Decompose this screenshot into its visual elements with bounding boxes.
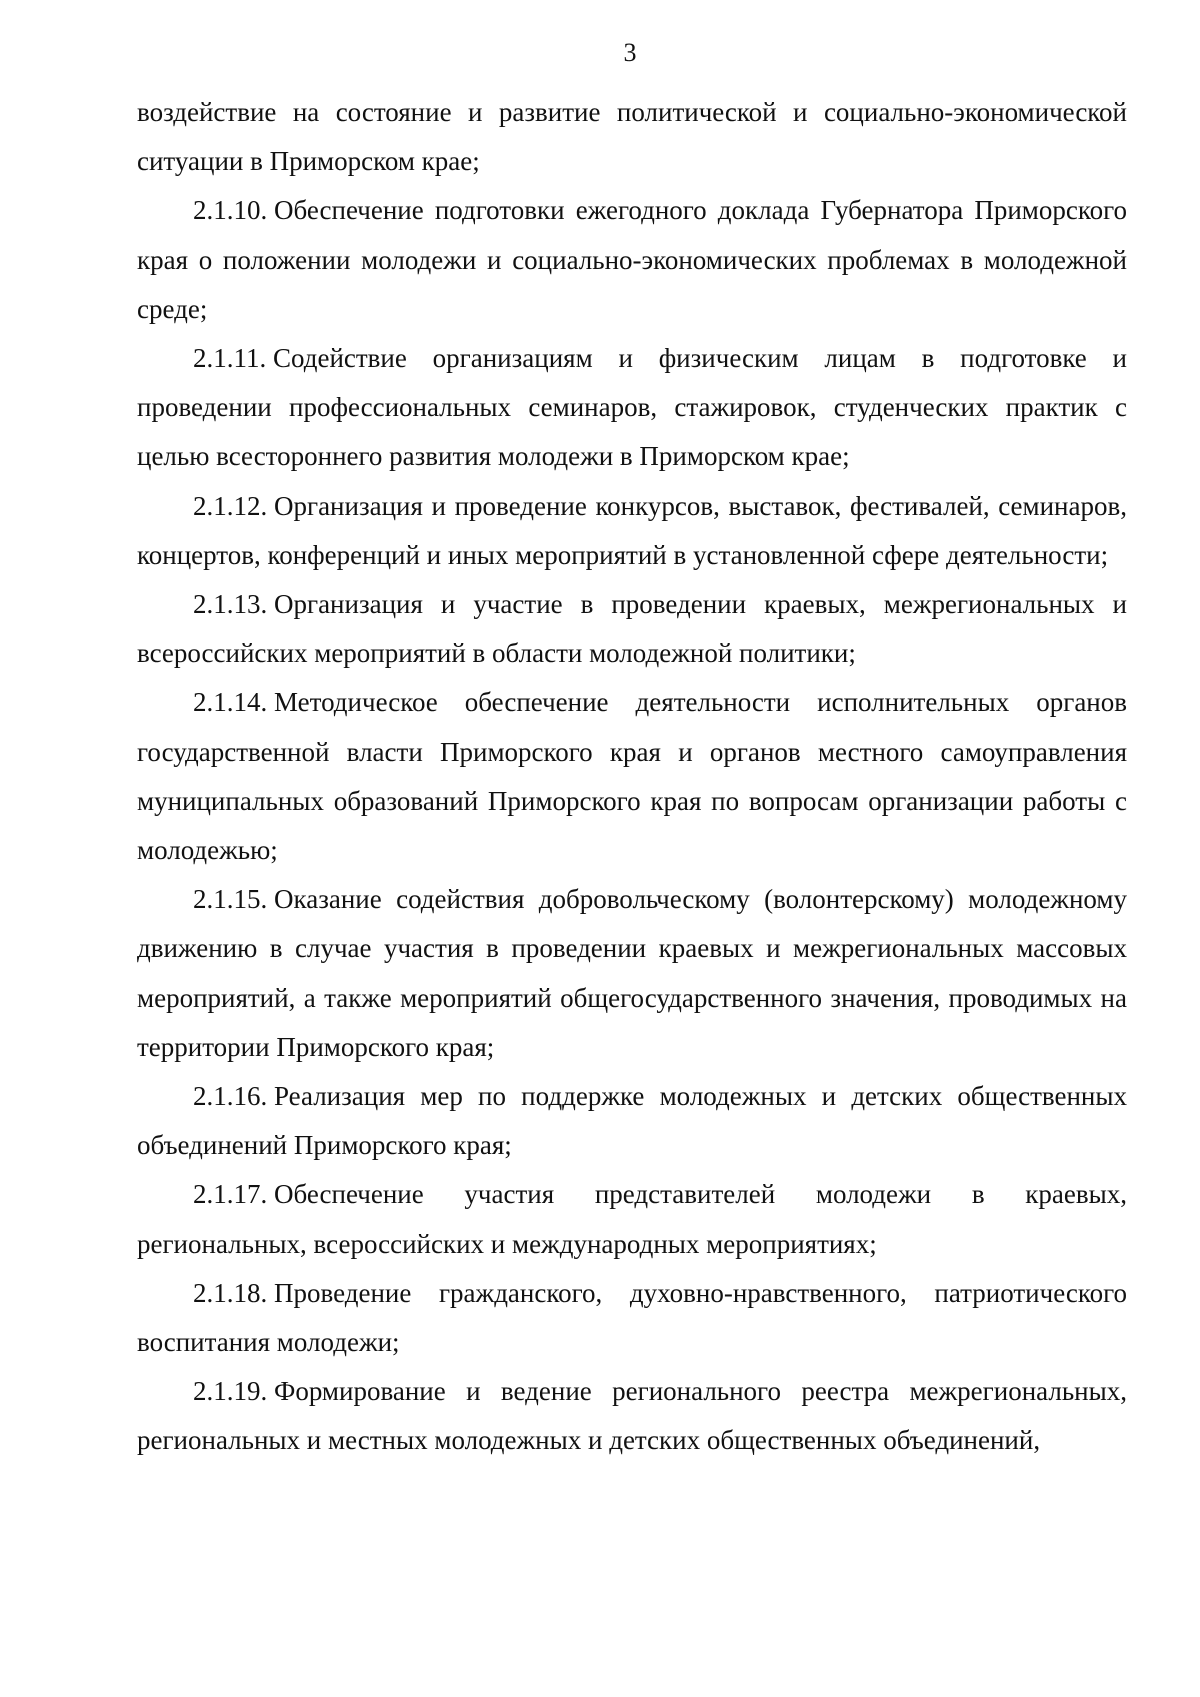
paragraph-number: 2.1.16. xyxy=(193,1081,268,1112)
paragraph-number: 2.1.10. xyxy=(193,195,268,226)
paragraph-2-1-16 xyxy=(137,1072,1127,1170)
paragraph-number: 2.1.15. xyxy=(193,884,268,915)
paragraph-2-1-19 xyxy=(137,1367,1127,1465)
paragraph-number: 2.1.18. xyxy=(193,1277,268,1308)
paragraph-text: Организация и участие в проведении краевых, межрегиональных и всероссийских мероприятий в области молодежной политики; xyxy=(137,589,1127,669)
paragraph-continuation xyxy=(137,88,1127,186)
paragraph-number: 2.1.14. xyxy=(193,687,268,718)
paragraph-text: Обеспечение участия представителей молодежи в краевых, региональных, всероссийских и международных мероприятиях; xyxy=(137,1179,1127,1259)
paragraph-text: Оказание содействия добровольческому (волонтерскому) молодежному движению в случае участия в проведении краевых и межрегиональных массовых мероприятий, а также мероприятий общегосударственного значения, проводимых на территории Приморского края; xyxy=(137,884,1127,1062)
paragraph-text: воздействие на состояние и развитие политической и социально-экономической ситуации в Приморском крае; xyxy=(137,97,1127,177)
paragraph-2-1-14 xyxy=(137,678,1127,875)
paragraph-number: 2.1.19. xyxy=(193,1376,268,1407)
paragraph-2-1-12 xyxy=(137,482,1127,580)
paragraph-text: Организация и проведение конкурсов, выставок, фестивалей, семинаров, концертов, конференций и иных мероприятий в установленной сфере деятельности; xyxy=(137,490,1127,570)
paragraph-2-1-15 xyxy=(137,875,1127,1072)
paragraph-number: 2.1.13. xyxy=(193,589,268,620)
paragraph-text: Реализация мер по поддержке молодежных и детских общественных объединений Приморского края; xyxy=(137,1081,1127,1161)
paragraph-2-1-17 xyxy=(137,1170,1127,1268)
paragraph-2-1-11 xyxy=(137,334,1127,482)
paragraph-number: 2.1.12. xyxy=(193,490,268,521)
paragraph-2-1-10 xyxy=(137,186,1127,334)
paragraph-2-1-13 xyxy=(137,580,1127,678)
page-number: 3 xyxy=(623,38,637,67)
document-body xyxy=(137,88,1127,1466)
paragraph-number: 2.1.11. xyxy=(193,343,267,374)
paragraph-2-1-18 xyxy=(137,1269,1127,1367)
paragraph-text: Методическое обеспечение деятельности исполнительных органов государственной власти Приморского края и органов местного самоуправления муниципальных образований Приморского края по вопросам организации работы с молодежью; xyxy=(137,687,1127,866)
paragraph-text: Проведение гражданского, духовно-нравственного, патриотического воспитания молодежи; xyxy=(137,1277,1127,1358)
paragraph-number: 2.1.17. xyxy=(193,1179,268,1210)
paragraph-text: Содействие организациям и физическим лицам в подготовке и проведении профессиональных семинаров, стажировок, студенческих практик с целью всестороннего развития молодежи в Приморском крае; xyxy=(137,343,1127,472)
paragraph-text: Формирование и ведение регионального реестра межрегиональных, региональных и местных молодежных и детских общественных объединений, xyxy=(137,1376,1127,1456)
paragraph-text: Обеспечение подготовки ежегодного доклада Губернатора Приморского края о положении молодежи и социально-экономических проблемах в молодежной среде; xyxy=(137,195,1127,324)
